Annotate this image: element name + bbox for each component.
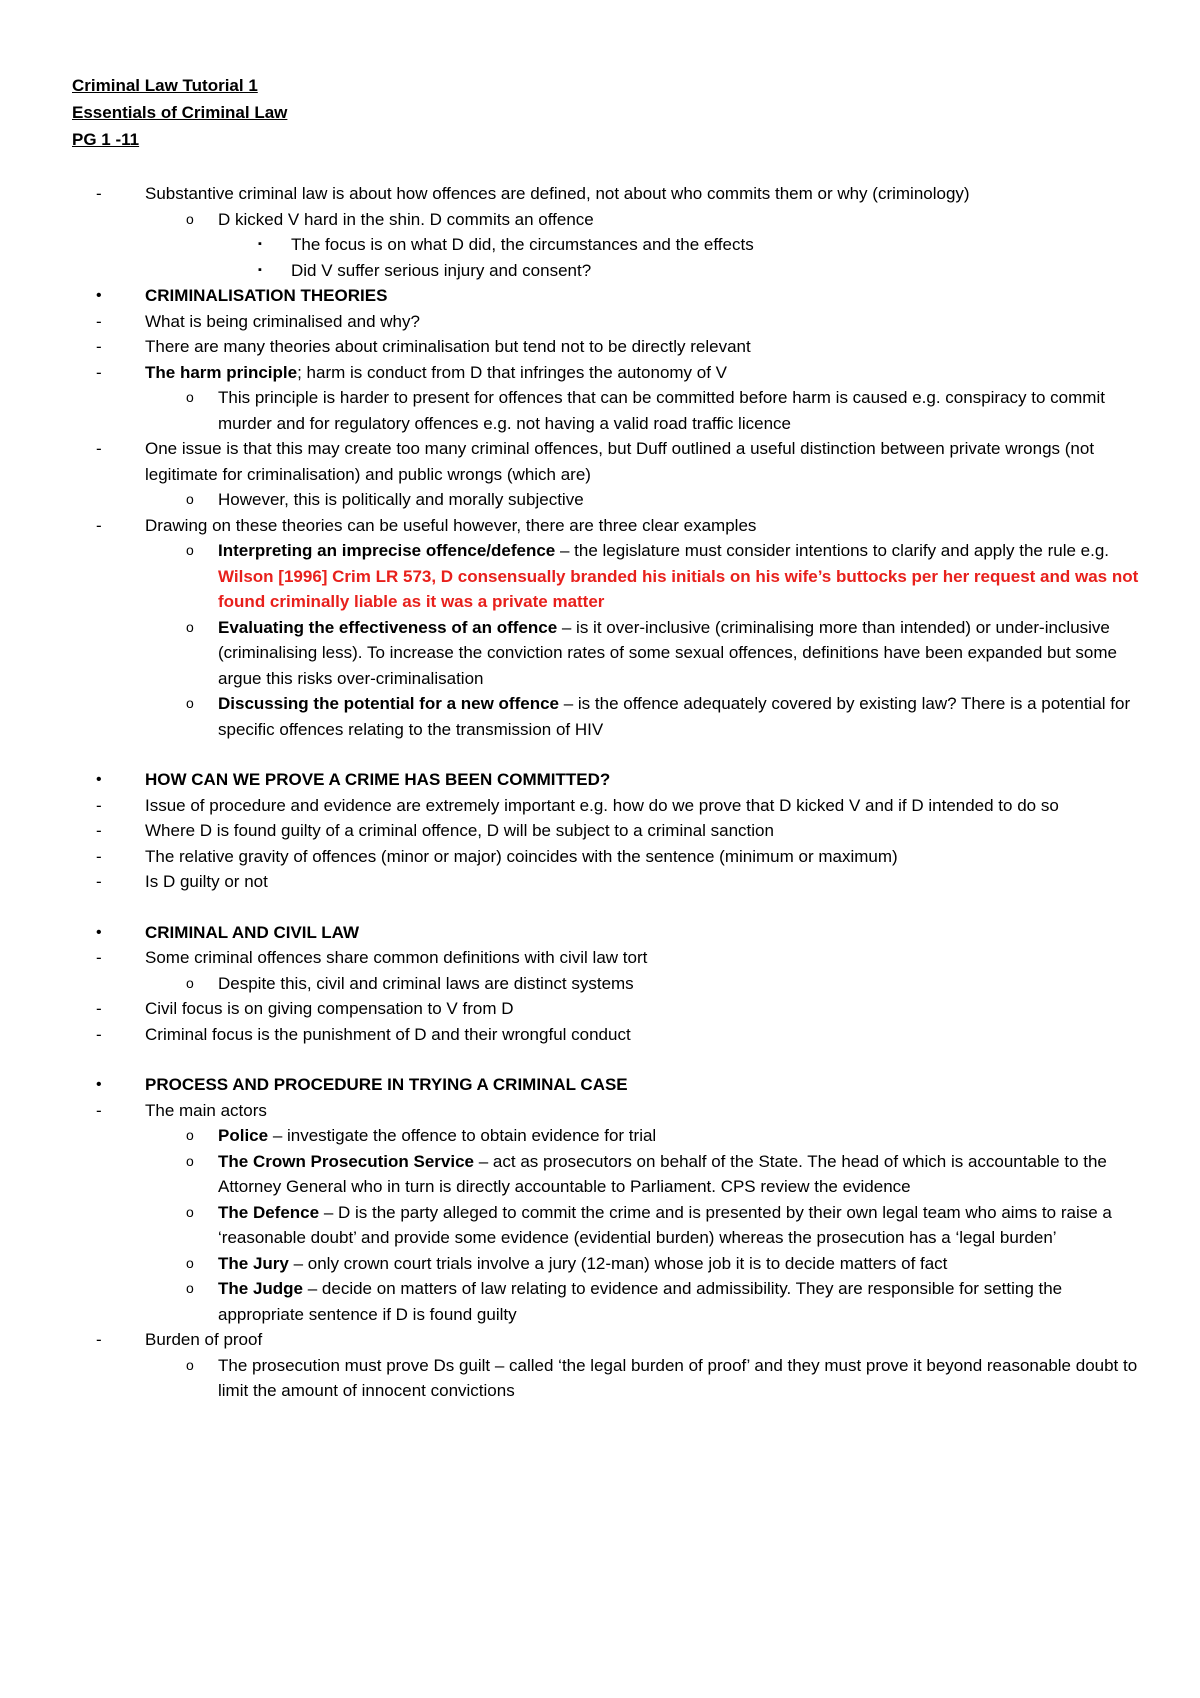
square-bullet-icon: ▪ [258,263,262,276]
list-item: - Criminal focus is the punishment of D and their wrongful conduct [72,1022,1152,1048]
list-item: - The main actors [72,1098,1152,1124]
bullet-icon: • [96,771,102,788]
dash-marker: - [96,948,102,967]
list-item: o Police – investigate the offence to obtain evidence for trial [72,1123,1152,1149]
list-item: - What is being criminalised and why? [72,309,1152,335]
list-item: - The harm principle; harm is conduct from D that infringes the autonomy of V [72,360,1152,386]
list-item: - Is D guilty or not [72,869,1152,895]
circle-marker: o [186,618,194,635]
list-item: - There are many theories about criminalisation but tend not to be directly relevant [72,334,1152,360]
dash-marker: - [96,999,102,1018]
section-heading: • HOW CAN WE PROVE A CRIME HAS BEEN COMMITTED? [72,767,1152,793]
list-item: o However, this is politically and morally subjective [72,487,1152,513]
dash-marker: - [96,1024,102,1044]
circle-marker: o [186,1203,194,1220]
circle-marker: o [186,695,194,711]
list-item: o The Defence – D is the party alleged to commit the crime and is presented by their own legal team who aims to raise a ‘reasonable doubt’ and provide some evidence (evidential burden) whereas the prosecution has a ‘legal burden’ [72,1200,1152,1251]
page-title: Criminal Law Tutorial 1 [72,76,258,95]
spacer [72,895,1152,920]
bullet-icon: • [96,923,102,941]
spacer [72,742,1152,767]
list-item: - Issue of procedure and evidence are extremely important e.g. how do we prove that D kicked V and if D intended to do so [72,793,1152,819]
list-item: - One issue is that this may create too many criminal offences, but Duff outlined a useful distinction between private wrongs (not legitimate for criminalisation) and public wrongs (which are) [72,436,1152,487]
dash-marker: - [96,184,102,203]
list-item: - Drawing on these theories can be useful however, there are three clear examples [72,513,1152,539]
dash-marker: - [96,872,102,891]
list-item: - The relative gravity of offences (minor or major) coincides with the sentence (minimum or maximum) [72,844,1152,870]
circle-marker: o [186,1254,194,1271]
list-item: o Despite this, civil and criminal laws are distinct systems [72,971,1152,997]
list-item: o This principle is harder to present for offences that can be committed before harm is caused e.g. conspiracy to commit murder and for regulatory offences e.g. not having a valid road traffic licence [72,385,1152,436]
list-item: o Discussing the potential for a new offence – is the offence adequately covered by existing law? There is a potential for specific offences relating to the transmission of HIV [72,691,1152,742]
section-heading: • CRIMINALISATION THEORIES [72,283,1152,309]
spacer [72,1047,1152,1072]
section-heading: • PROCESS AND PROCEDURE IN TRYING A CRIMINAL CASE [72,1072,1152,1098]
dash-marker: - [96,362,102,382]
bullet-icon: • [96,1076,102,1093]
circle-marker: o [186,1280,194,1296]
list-item: o D kicked V hard in the shin. D commits an offence [72,207,1152,233]
document-header [72,73,287,154]
dash-marker: - [96,821,102,840]
list-item: o The Jury – only crown court trials involve a jury (12-man) whose job it is to decide matters of fact [72,1251,1152,1277]
list-item: o Evaluating the effectiveness of an offence – is it over-inclusive (criminalising more than intended) or under-inclusive (criminalising less). To increase the conviction rates of some sexual offences, definitions have been expanded but some argue this risks over-criminalisation [72,615,1152,692]
section-heading: • CRIMINAL AND CIVIL LAW [72,920,1152,946]
list-item: - Substantive criminal law is about how offences are defined, not about who commits them or why (criminology) [72,181,1152,207]
list-item: o The Judge – decide on matters of law relating to evidence and admissibility. They are responsible for setting the appropriate sentence if D is found guilty [72,1276,1152,1327]
dash-marker: - [96,439,102,458]
document-body [72,181,1152,1404]
circle-marker: o [186,491,194,507]
list-item: - Burden of proof [72,1327,1152,1353]
circle-marker: o [186,974,194,991]
list-item: o The prosecution must prove Ds guilt – called ‘the legal burden of proof’ and they must prove it beyond reasonable doubt to limit the amount of innocent convictions [72,1353,1152,1404]
case-citation: Wilson [1996] Crim LR 573, D consensually branded his initials on his wife’s buttocks per her request and was not found criminally liable as it was a private matter [218,566,1139,611]
circle-marker: o [186,1356,194,1373]
list-item: ▪ The focus is on what D did, the circumstances and the effects [72,232,1152,258]
list-item: ▪ Did V suffer serious injury and consent? [72,258,1152,284]
dash-marker: - [96,311,102,331]
circle-marker: o [186,389,194,405]
dash-marker: - [96,846,102,866]
circle-marker: o [186,1152,194,1169]
page-range: PG 1 -11 [72,130,140,149]
dash-marker: - [96,795,102,815]
dash-marker: - [96,337,102,356]
page-subtitle: Essentials of Criminal Law [72,103,288,122]
list-item: - Where D is found guilty of a criminal offence, D will be subject to a criminal sanction [72,818,1152,844]
square-bullet-icon: ▪ [258,238,262,250]
dash-marker: - [96,1330,102,1349]
circle-marker: o [186,210,194,227]
dash-marker: - [96,515,102,535]
dash-marker: - [96,1100,102,1120]
circle-marker: o [186,1127,194,1143]
bullet-icon: • [96,287,102,304]
list-item: - Some criminal offences share common definitions with civil law tort [72,945,1152,971]
list-item: o Interpreting an imprecise offence/defence – the legislature must consider intentions to clarify and apply the rule e.g. Wilson [1996] Crim LR 573, D consensually branded his initials on his wife’s buttocks per her request and was not found criminally liable as it was a private matter [72,538,1152,615]
list-item: o The Crown Prosecution Service – act as prosecutors on behalf of the State. The head of which is accountable to the Attorney General who in turn is directly accountable to Parliament. CPS review the evidence [72,1149,1152,1200]
circle-marker: o [186,542,194,558]
list-item: - Civil focus is on giving compensation to V from D [72,996,1152,1022]
